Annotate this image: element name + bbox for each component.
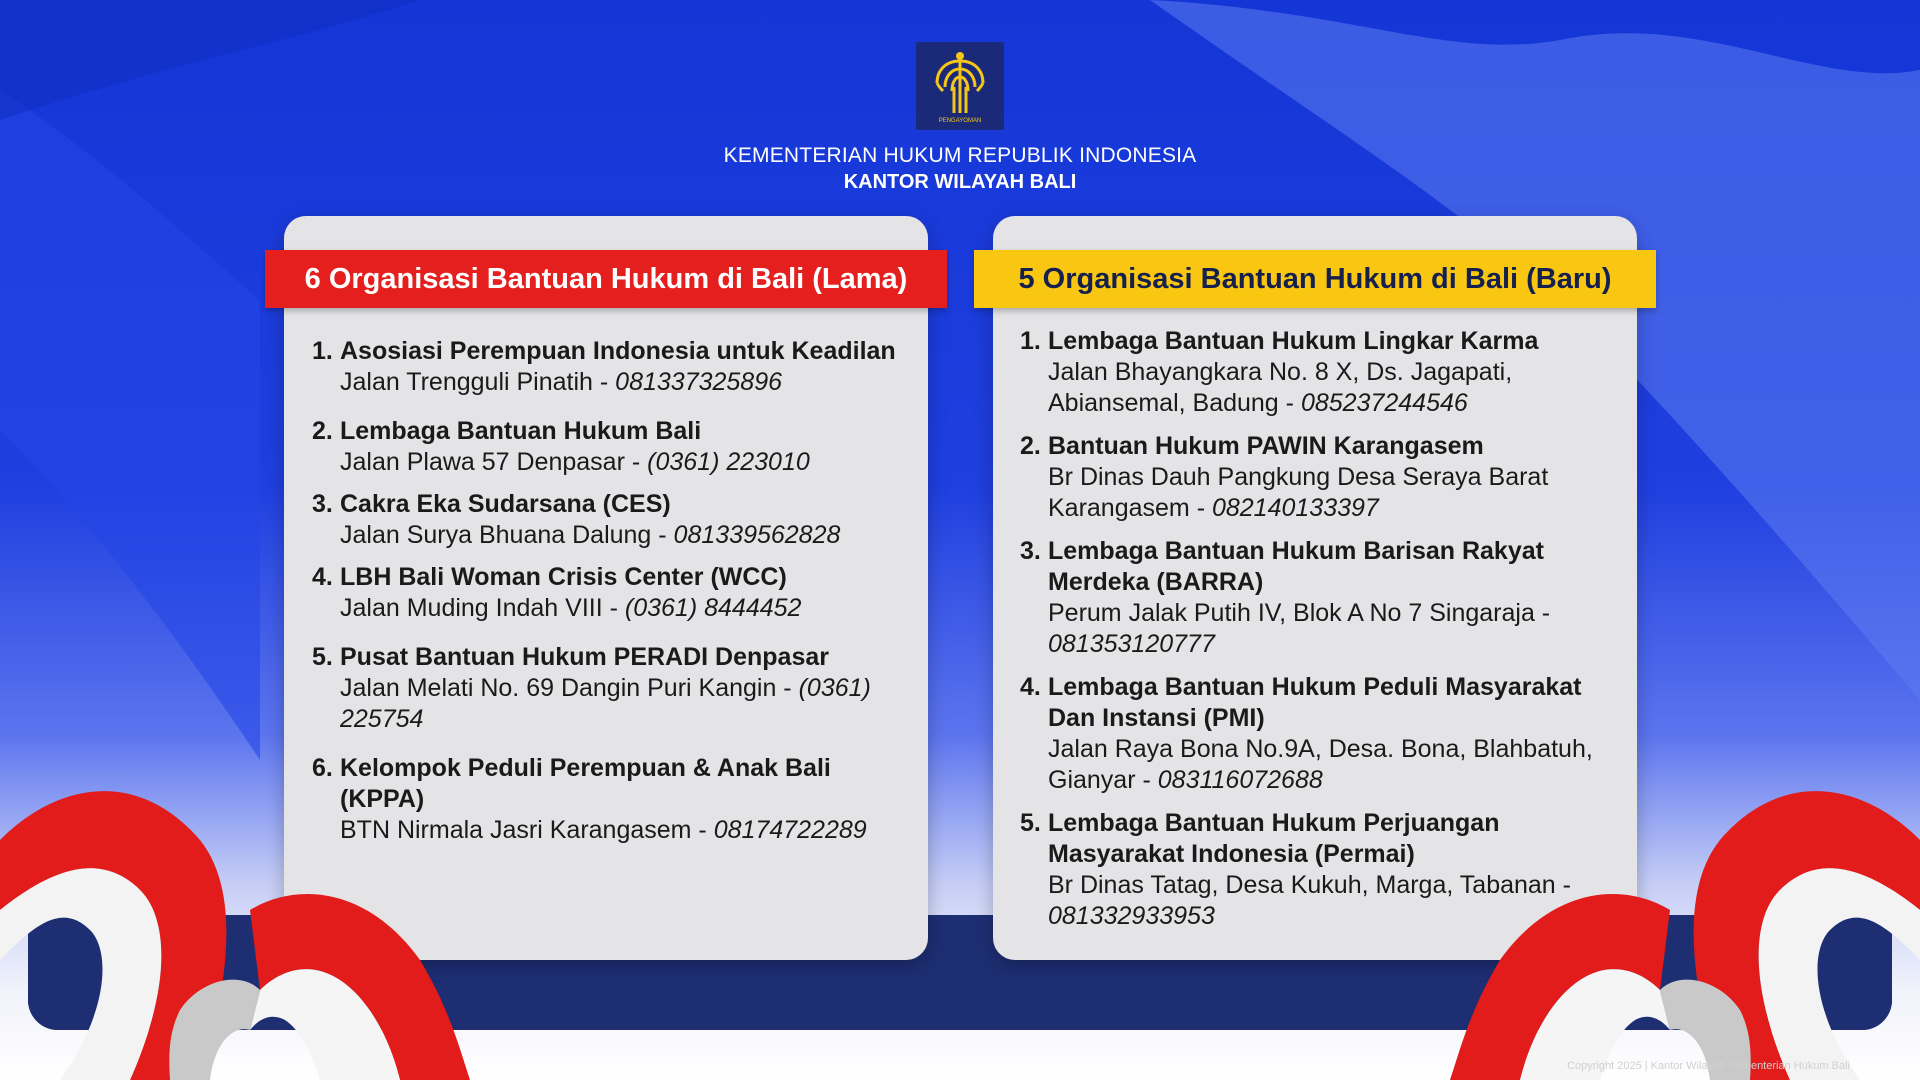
list-item: 2. Lembaga Bantuan Hukum Bali Jalan Plawa 57 Denpasar - (0361) 223010: [312, 416, 912, 478]
org-address: Br Dinas Tatag, Desa Kukuh, Marga, Tabanan -: [1048, 871, 1571, 899]
org-phone: 081332933953: [1048, 902, 1215, 930]
ministry-name: KEMENTERIAN HUKUM REPUBLIK INDONESIA: [723, 144, 1197, 167]
org-address: Perum Jalak Putih IV, Blok A No 7 Singaraja -: [1048, 599, 1551, 627]
org-name: LBH Bali Woman Crisis Center (WCC): [340, 563, 787, 591]
list-item: 3. Cakra Eka Sudarsana (CES) Jalan Surya Bhuana Dalung - 081339562828: [312, 489, 912, 551]
list-item: 5. Pusat Bantuan Hukum PERADI Denpasar Jalan Melati No. 69 Dangin Puri Kangin - (0361) 225754: [312, 642, 912, 735]
org-name: Lembaga Bantuan Hukum Peduli Masyarakat Dan Instansi (PMI): [1048, 673, 1582, 732]
org-address: Jalan Melati No. 69 Dangin Puri Kangin -: [340, 674, 799, 702]
org-name: Bantuan Hukum PAWIN Karangasem: [1048, 432, 1484, 460]
org-phone: 082140133397: [1211, 494, 1379, 522]
list-item: 2. Bantuan Hukum PAWIN Karangasem Br Dinas Dauh Pangkung Desa Seraya Barat Karangasem - 082140133397: [1020, 431, 1630, 524]
new-organizations-title: 5 Organisasi Bantuan Hukum di Bali (Baru): [974, 250, 1656, 308]
left-ribbon-decoration: [0, 780, 500, 1080]
copyright-text: Copyright 2025 | Kantor Wilayah Kementerian Hukum Bali: [1567, 1060, 1850, 1072]
org-phone: (0361) 8444452: [624, 594, 802, 622]
org-address: Jalan Trengguli Pinatih -: [340, 368, 616, 396]
org-phone: 085237244546: [1300, 389, 1468, 417]
org-address: Jalan Surya Bhuana Dalung -: [340, 521, 674, 549]
org-address: Jalan Plawa 57 Denpasar -: [340, 448, 648, 476]
org-phone: 081339562828: [673, 521, 841, 549]
list-item: 4. Lembaga Bantuan Hukum Peduli Masyarakat Dan Instansi (PMI) Jalan Raya Bona No.9A, Desa. Bona, Blahbatuh, Gianyar - 083116072688: [1020, 672, 1630, 796]
list-item: 5. Lembaga Bantuan Hukum Perjuangan Masyarakat Indonesia (Permai) Br Dinas Tatag, Desa Kukuh, Marga, Tabanan - 081332933953: [1020, 808, 1630, 932]
org-name: Kelompok Peduli Perempuan & Anak Bali (KPPA): [340, 754, 831, 813]
org-address: Br Dinas Dauh Pangkung Desa Seraya Barat Karangasem -: [1048, 463, 1549, 522]
office-name: KANTOR WILAYAH BALI: [843, 171, 1077, 193]
old-organizations-title: 6 Organisasi Bantuan Hukum di Bali (Lama): [265, 250, 947, 308]
org-name: Lembaga Bantuan Hukum Perjuangan Masyarakat Indonesia (Permai): [1048, 809, 1500, 868]
org-name: Lembaga Bantuan Hukum Barisan Rakyat Merdeka (BARRA): [1048, 537, 1544, 596]
org-phone: (0361) 223010: [647, 448, 810, 476]
org-name: Lembaga Bantuan Hukum Lingkar Karma: [1048, 327, 1539, 355]
org-phone: 08174722289: [713, 816, 867, 844]
ministry-logo: [916, 42, 1004, 130]
org-phone: (0361) 225754: [340, 674, 871, 733]
org-name: Pusat Bantuan Hukum PERADI Denpasar: [340, 643, 829, 671]
org-phone: 081353120777: [1048, 630, 1215, 658]
org-phone: 081337325896: [615, 368, 783, 396]
right-ribbon-decoration: [1420, 780, 1920, 1080]
list-item: 6. Kelompok Peduli Perempuan & Anak Bali (KPPA) BTN Nirmala Jasri Karangasem - 08174722289: [312, 753, 912, 846]
org-address: Jalan Raya Bona No.9A, Desa. Bona, Blahbatuh, Gianyar -: [1048, 735, 1593, 794]
org-address: BTN Nirmala Jasri Karangasem -: [340, 816, 714, 844]
list-item: 4. LBH Bali Woman Crisis Center (WCC) Jalan Muding Indah VIII - (0361) 8444452: [312, 562, 912, 624]
pengayoman-tree-icon: [925, 47, 995, 125]
org-name: Lembaga Bantuan Hukum Bali: [340, 417, 702, 445]
svg-text:PENGAYOMAN: PENGAYOMAN: [938, 118, 982, 124]
org-name: Asosiasi Perempuan Indonesia untuk Keadilan: [340, 337, 896, 365]
org-name: Cakra Eka Sudarsana (CES): [340, 490, 671, 518]
list-item: 1. Lembaga Bantuan Hukum Lingkar Karma Jalan Bhayangkara No. 8 X, Ds. Jagapati, Abiansemal, Badung - 085237244546: [1020, 326, 1630, 419]
org-address: Jalan Bhayangkara No. 8 X, Ds. Jagapati, Abiansemal, Badung -: [1048, 358, 1513, 417]
org-phone: 083116072688: [1157, 766, 1323, 794]
header: [0, 142, 1920, 195]
list-item: 1. Asosiasi Perempuan Indonesia untuk Keadilan Jalan Trengguli Pinatih - 081337325896: [312, 336, 912, 398]
list-item: 3. Lembaga Bantuan Hukum Barisan Rakyat Merdeka (BARRA) Perum Jalak Putih IV, Blok A No 7 Singaraja - 081353120777: [1020, 536, 1630, 660]
org-address: Jalan Muding Indah VIII -: [340, 594, 625, 622]
